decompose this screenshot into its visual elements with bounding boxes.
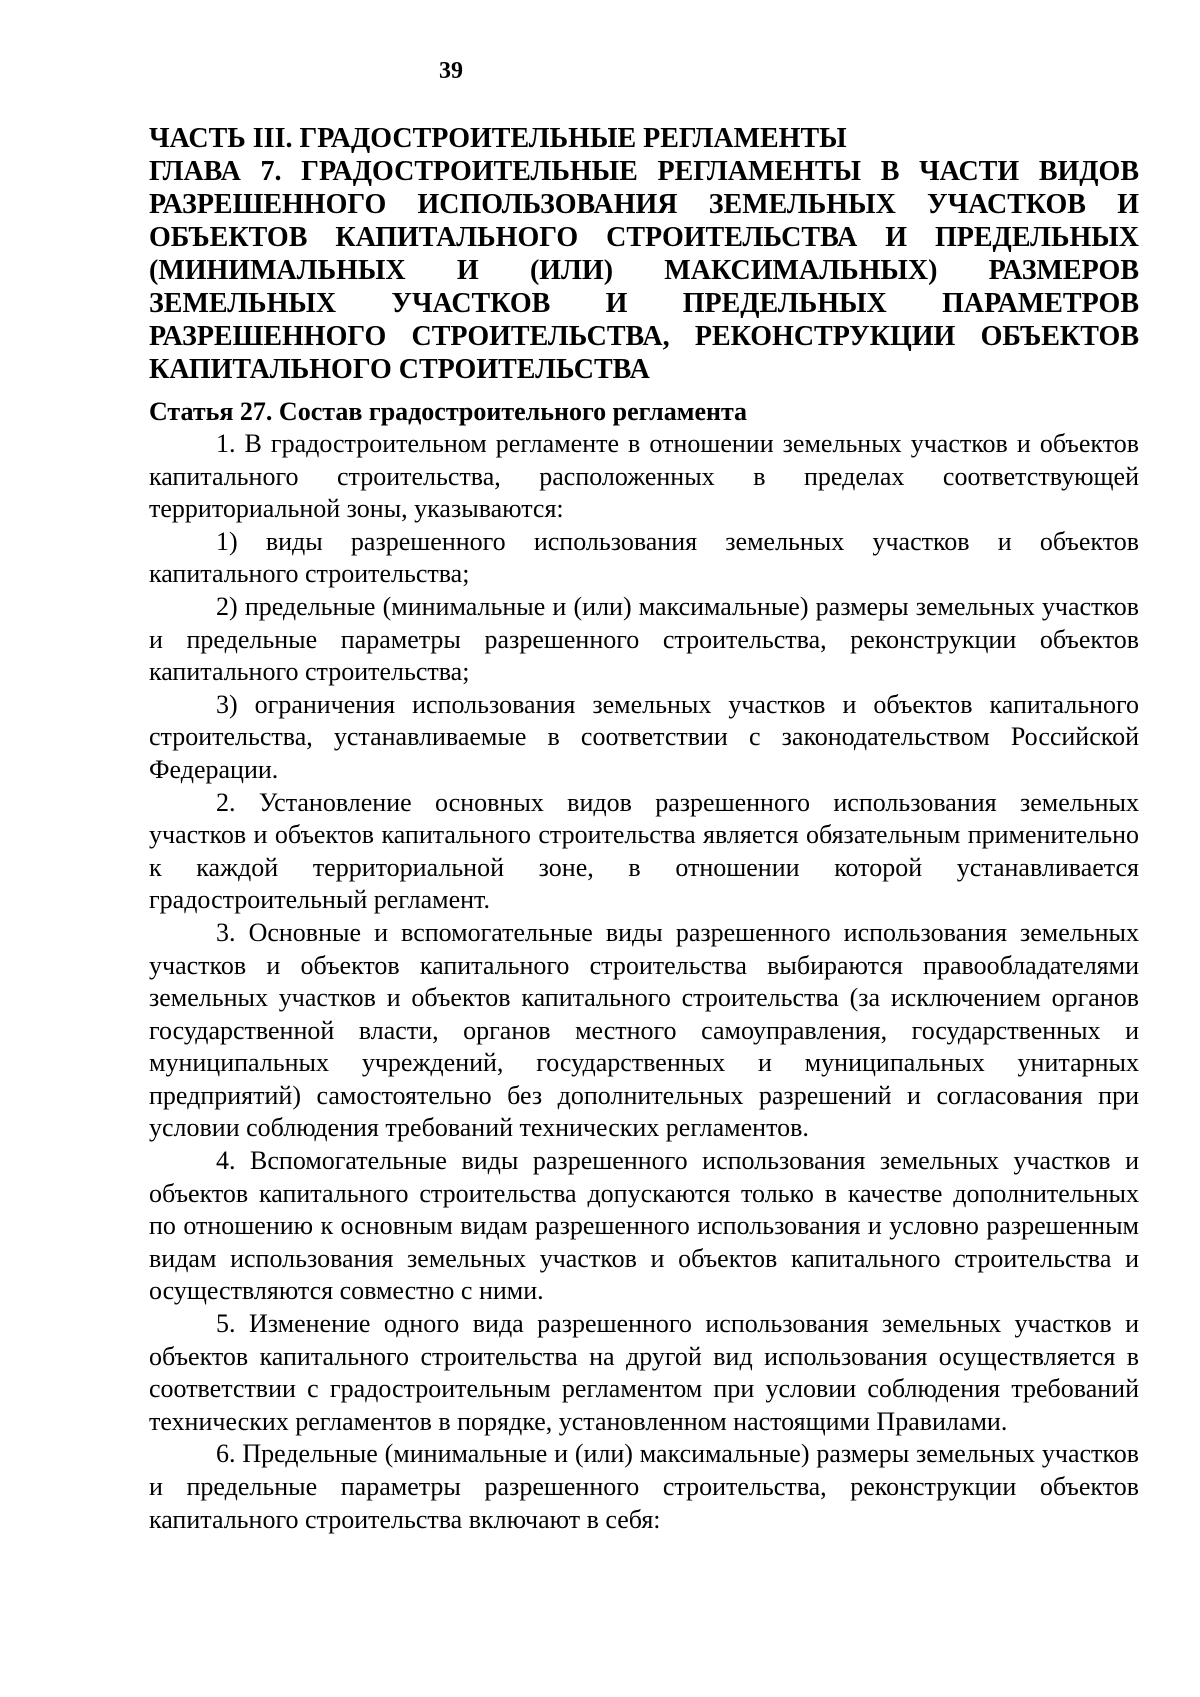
list-item-1: 1) виды разрешенного использования земельных участков и объектов капитального строительства; — [149, 526, 1139, 589]
chapter-title: ГЛАВА 7. ГРАДОСТРОИТЕЛЬНЫЕ РЕГЛАМЕНТЫ В ЧАСТИ ВИДОВ РАЗРЕШЕННОГО ИСПОЛЬЗОВАНИЯ ЗЕМЕЛЬНЫХ УЧАСТКОВ И ОБЪЕКТОВ КАПИТАЛЬНОГО СТРОИТЕЛЬСТВА И ПРЕДЕЛЬНЫХ (МИНИМАЛЬНЫХ И (ИЛИ) МАКСИМАЛЬНЫХ) РАЗМЕРОВ ЗЕМЕЛЬНЫХ УЧАСТКОВ И ПРЕДЕЛЬНЫХ ПАРАМЕТРОВ РАЗРЕШЕННОГО СТРОИТЕЛЬСТВА, РЕКОНСТРУКЦИИ ОБЪЕКТОВ КАПИТАЛЬНОГО СТРОИТЕЛЬСТВА — [149, 156, 1139, 385]
paragraph-6: 6. Предельные (минимальные и (или) максимальные) размеры земельных участков и предельные параметры разрешенного строительства, реконструкции объектов капитального строительства включают в себя: — [149, 1439, 1139, 1534]
paragraph-5: 5. Изменение одного вида разрешенного использования земельных участков и объектов капитального строительства на другой вид использования осуществляется в соответствии с градостроительным регламентом при условии соблюдения требований технических регламентов в порядке, установленном настоящими Правилами. — [149, 1309, 1139, 1436]
paragraph-1: 1. В градостроительном регламенте в отношении земельных участков и объектов капитального строительства, расположенных в пределах соответствующей территориальной зоны, указываются: — [149, 429, 1139, 524]
list-item-3: 3) ограничения использования земельных участков и объектов капитального строительства, устанавливаемые в соответствии с законодательством Российской Федерации. — [149, 689, 1139, 784]
paragraph-4: 4. Вспомогательные виды разрешенного использования земельных участков и объектов капитального строительства допускаются только в качестве дополнительных по отношению к основным видам разрешенного использования и условно разрешенным видам использования земельных участков и объектов капитального строительства и осуществляются совместно с ними. — [149, 1146, 1139, 1306]
article-title: Статья 27. Состав градостроительного регламента — [149, 397, 748, 426]
list-item-2: 2) предельные (минимальные и (или) максимальные) размеры земельных участков и предельные параметры разрешенного строительства, реконструкции объектов капитального строительства; — [149, 591, 1139, 687]
paragraph-2: 2. Установление основных видов разрешенного использования земельных участков и объектов капитального строительства является обязательным применительно к каждой территориальной зоне, в отношении которой устанавливается градостроительный регламент. — [149, 787, 1139, 915]
article-body — [149, 428, 1139, 1536]
part-title: ЧАСТЬ III. ГРАДОСТРОИТЕЛЬНЫЕ РЕГЛАМЕНТЫ — [149, 123, 847, 154]
paragraph-3: 3. Основные и вспомогательные виды разрешенного использования земельных участков и объектов капитального строительства выбираются правообладателями земельных участков и объектов капитального строительства (за исключением органов государственной власти, органов местного самоуправления, государственных и муниципальных учреждений, государственных и муниципальных унитарных предприятий) самостоятельно без дополнительных разрешений и согласования при условии соблюдения требований технических регламентов. — [149, 917, 1139, 1143]
page-number: 39 — [439, 58, 463, 84]
